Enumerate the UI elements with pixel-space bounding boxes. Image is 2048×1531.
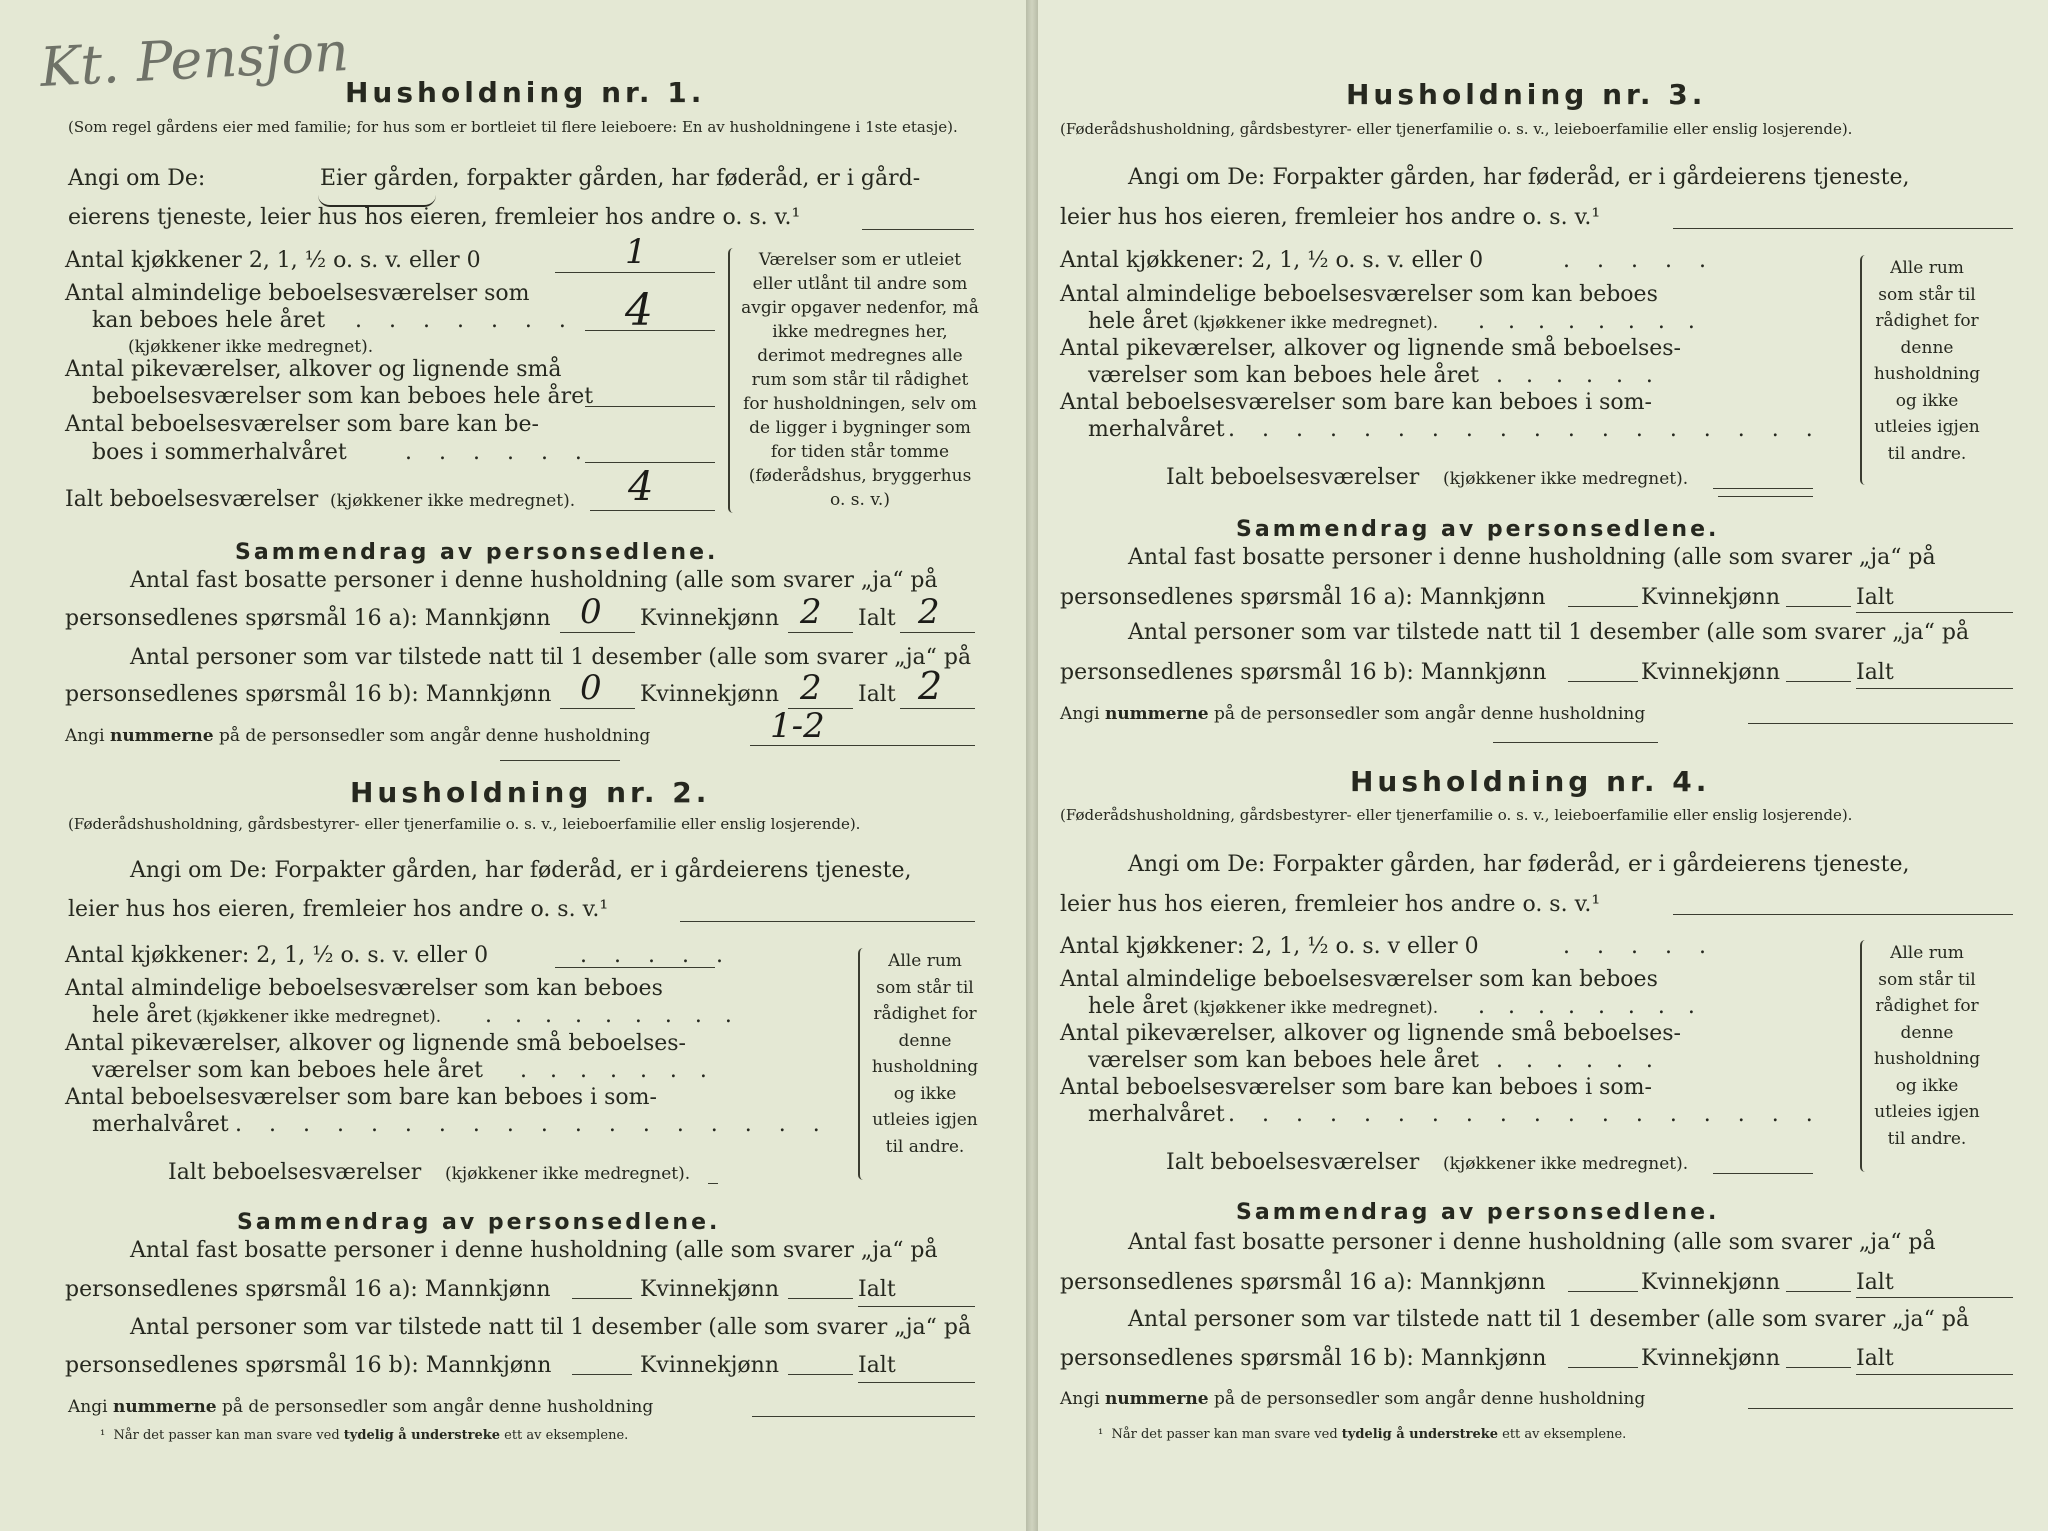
h1-natt-ialt[interactable]: 2 — [918, 664, 943, 708]
h4-side-note: Alle rum som står til rådighet for denne husholdning og ikke utleies igjen til andre. — [1873, 943, 1981, 1149]
h3-fast-kvinne-label: Kvinnekjønn — [1641, 585, 1780, 610]
h4-natt-kvinne-label: Kvinnekjønn — [1641, 1346, 1780, 1371]
h4-fast-ialt-label: Ialt — [1856, 1270, 1894, 1295]
h3-note: (Føderådshusholdning, gårdsbestyrer- eller tjenerfamilie o. s. v., leieboerfamilie eller enslig losjerende). — [1060, 120, 1853, 138]
h3-alm-line1: Antal almindelige beboelsesværelser som kan beboes — [1060, 282, 1658, 307]
h2-angi-line1: Angi om De: Forpakter gården, har føderåd, er i gårdeierens tjeneste, — [130, 858, 912, 883]
h3-pike-line2: værelser som kan beboes hele året — [1088, 363, 1479, 388]
h2-note: (Føderådshusholdning, gårdsbestyrer- eller tjenerfamilie o. s. v., leieboerfamilie eller enslig losjerende). — [68, 815, 861, 833]
h3-angi-line2: leier hus hos eieren, fremleier hos andre o. s. v.¹ — [1060, 205, 1601, 230]
h4-title: Husholdning nr. 4. — [1350, 765, 1711, 798]
h1-sammendrag: Sammendrag av personsedlene. — [235, 540, 719, 565]
h3-title: Husholdning nr. 3. — [1346, 78, 1707, 111]
h1-fast-ialt-label: Ialt — [858, 606, 896, 631]
h4-fast-line2: personsedlenes spørsmål 16 a): Mannkjønn — [1060, 1270, 1546, 1295]
h3-natt-line1: Antal personer som var tilstede natt til 1 desember (alle som svarer „ja“ på — [1128, 620, 1970, 645]
left-page: Kt. Pensjon Husholdning nr. 1. (Som regel gårdens eier med familie; for hus som er bortleiet til flere leieboere: En av husholdningene i 1ste etasje). Angi om De: Eier gården, forpakter gården, har føderåd, er i gård- eierens tjeneste, leier hus hos eieren, fremleier hos andre o. s. v.¹ Antal kjøkkener 2, 1, ½ o. s. v. eller 0 1 Antal almindelige beboelsesværelser som kan beboes hele året . . . . . . . (kjøkkener ikke medregnet). 4 Antal pikeværelser, alkover og lignende små beboelsesværelser som kan beboes hele året Antal beboelsesværelser som bare kan be- boes i sommerhalvåret . . . . . . Ialt beboelsesværelser (kjøkkener ikke medregnet). 4 Værelser som er utleiet eller utlånt til andre som avgir opgaver nedenfor, må ikke medregnes her, derimot medregnes alle rum som står til rådighet for husholdningen, selv om de ligger i bygninger som for tiden står tomme (føderådshus, bryggerhus o. s. v.) Sammendrag av personsedlene. Antal fast bosatte personer i denne husholdning (alle som svarer „ja“ på personsedlenes spørsmål 16 a): Mannkjønn 0 Kvinnekjønn 2 Ialt 2 Antal personer som var tilstede natt til 1 desember (alle som svarer „ja“ på personsedlenes spørsmål 16 b): Mannkjønn 0 Kvinnekjønn 2 Ialt 2 Angi nummerne på de personsedler som angår denne husholdning 1-2 Husholdning nr. 2. (Føderådshusholdning, gårdsbestyrer- eller tjenerfamilie o. s. v., leieboerfamilie eller enslig losjerende). Angi om De: Forpakter gården, har føderåd, er i gårdeierens tjeneste, leier hus hos eieren, fremleier hos andre o. s. v.¹ Antal kjøkkener: 2, 1, ½ o. s. v. eller 0 . . . . . Antal almindelige beboelsesværelser som kan beboes hele året (kjøkkener ikke medregnet). . . . . . . . . . Antal pikeværelser, alkover og lignende små beboelses- værelser som kan beboes hele året . . . . . . . Antal beboelsesværelser som bare kan beboes i som- merhalvåret . . . . . . . . . . . . . . . . . . Ialt beboelsesværelser (kjøkkener ikke medregnet). Alle rum som står til rådighet for denne husholdning og ikke utleies igjen til andre. Sammendrag av personsedlene. Antal fast bosatte personer i denne husholdning (alle som svarer „ja“ på personsedlenes spørsmål 16 a): Mannkjønn Kvinnekjønn Ialt Antal personer som var tilstede natt til 1 desember (alle som svarer „ja“ på personsedlenes spørsmål 16 b): Mannkjønn Kvinnekjønn Ialt Angi nummerne på de personsedler som angår denne husholdning ¹ Når det passer kan man svare ved tydelig å understreke ett av eksemplene. — [0, 0, 1026, 1531]
h3-ialt-note: (kjøkkener ikke medregnet). — [1443, 469, 1689, 489]
h2-side-note: Alle rum som står til rådighet for denne husholdning og ikke utleies igjen til andre. — [871, 951, 979, 1157]
left-footnote: ¹ Når det passer kan man svare ved tydelig å understreke ett av eksemplene. — [100, 1428, 629, 1443]
h3-nummerne: Angi nummerne på de personsedler som angår denne husholdning — [1060, 704, 1646, 724]
h3-ialt-label: Ialt beboelsesværelser — [1166, 465, 1420, 490]
h1-fast-kvinne[interactable]: 2 — [800, 592, 822, 632]
h4-alm-note: (kjøkkener ikke medregnet). — [1193, 998, 1439, 1018]
h1-kjokkener-value[interactable]: 1 — [625, 232, 647, 272]
h1-alm-note: (kjøkkener ikke medregnet). — [128, 337, 374, 357]
h1-natt-kvinne[interactable]: 2 — [800, 668, 822, 708]
h2-natt-line1: Antal personer som var tilstede natt til 1 desember (alle som svarer „ja“ på — [130, 1315, 972, 1340]
h1-ialt-value[interactable]: 4 — [628, 464, 654, 510]
h3-pike-line1: Antal pikeværelser, alkover og lignende små beboelses- — [1060, 336, 1681, 361]
h4-ialt-label: Ialt beboelsesværelser — [1166, 1150, 1420, 1175]
h2-fast-kvinne-label: Kvinnekjønn — [640, 1277, 779, 1302]
h2-pike-line1: Antal pikeværelser, alkover og lignende små beboelses- — [65, 1031, 686, 1056]
h2-kjokkener-label: Antal kjøkkener: 2, 1, ½ o. s. v. eller 0 — [65, 943, 489, 968]
book-spine — [1026, 0, 1038, 1531]
h1-pike-line1: Antal pikeværelser, alkover og lignende små — [65, 357, 562, 382]
h1-alm-value[interactable]: 4 — [625, 285, 653, 336]
h2-alm-note: (kjøkkener ikke medregnet). — [196, 1007, 442, 1027]
h3-alm-note: (kjøkkener ikke medregnet). — [1193, 313, 1439, 333]
h2-title: Husholdning nr. 2. — [350, 776, 711, 809]
h4-fast-kvinne-label: Kvinnekjønn — [1641, 1270, 1780, 1295]
h4-natt-ialt-label: Ialt — [1856, 1346, 1894, 1371]
h4-angi-line1: Angi om De: Forpakter gården, har føderåd, er i gårdeierens tjeneste, — [1128, 852, 1910, 877]
h4-alm-line2: hele året — [1088, 994, 1188, 1019]
h2-sammendrag: Sammendrag av personsedlene. — [237, 1210, 721, 1235]
h4-angi-line2: leier hus hos eieren, fremleier hos andre o. s. v.¹ — [1060, 892, 1601, 917]
h1-sommer-line2: boes i sommerhalvåret — [92, 440, 347, 465]
h2-ialt-label: Ialt beboelsesværelser — [168, 1160, 422, 1185]
h4-alm-line1: Antal almindelige beboelsesværelser som kan beboes — [1060, 967, 1658, 992]
h2-alm-line2: hele året — [92, 1003, 192, 1028]
h2-natt-kvinne-label: Kvinnekjønn — [640, 1353, 779, 1378]
h1-title: Husholdning nr. 1. — [345, 76, 706, 109]
h1-angi-line2: eierens tjeneste, leier hus hos eieren, fremleier hos andre o. s. v.¹ — [68, 205, 801, 230]
h3-sammendrag: Sammendrag av personsedlene. — [1236, 517, 1720, 542]
h4-kjokkener-label: Antal kjøkkener: 2, 1, ½ o. s. v eller 0 — [1060, 934, 1479, 959]
h3-fast-line2: personsedlenes spørsmål 16 a): Mannkjønn — [1060, 585, 1546, 610]
h1-natt-line1: Antal personer som var tilstede natt til 1 desember (alle som svarer „ja“ på — [130, 645, 972, 670]
right-footnote: ¹ Når det passer kan man svare ved tydelig å understreke ett av eksemplene. — [1098, 1427, 1627, 1442]
h2-pike-line2: værelser som kan beboes hele året — [92, 1058, 483, 1083]
h2-sommer-line1: Antal beboelsesværelser som bare kan beboes i som- — [65, 1085, 657, 1110]
h1-nummerne: Angi nummerne på de personsedler som angår denne husholdning — [65, 726, 651, 746]
h1-alm-line2: kan beboes hele året — [92, 308, 326, 333]
h4-ialt-note: (kjøkkener ikke medregnet). — [1443, 1154, 1689, 1174]
h4-sammendrag: Sammendrag av personsedlene. — [1236, 1200, 1720, 1225]
h2-alm-line1: Antal almindelige beboelsesværelser som kan beboes — [65, 976, 663, 1001]
h2-sommer-line2: merhalvåret — [92, 1112, 229, 1137]
h2-fast-ialt-label: Ialt — [858, 1277, 896, 1302]
h1-sommer-line1: Antal beboelsesværelser som bare kan be- — [65, 412, 539, 437]
h2-nummerne: Angi nummerne på de personsedler som angår denne husholdning — [68, 1397, 654, 1417]
h1-natt-ialt-label: Ialt — [858, 682, 896, 707]
right-page: Husholdning nr. 3. (Føderådshusholdning, gårdsbestyrer- eller tjenerfamilie o. s. v., leieboerfamilie eller enslig losjerende). Angi om De: Forpakter gården, har føderåd, er i gårdeierens tjeneste, leier hus hos eieren, fremleier hos andre o. s. v.¹ Antal kjøkkener: 2, 1, ½ o. s. v. eller 0 . . . . . Antal almindelige beboelsesværelser som kan beboes hele året (kjøkkener ikke medregnet). . . . . . . . . Antal pikeværelser, alkover og lignende små beboelses- værelser som kan beboes hele året . . . . . . Antal beboelsesværelser som bare kan beboes i som- merhalvåret . . . . . . . . . . . . . . . . . . Ialt beboelsesværelser (kjøkkener ikke medregnet). Alle rum som står til rådighet for denne husholdning og ikke utleies igjen til andre. Sammendrag av personsedlene. Antal fast bosatte personer i denne husholdning (alle som svarer „ja“ på personsedlenes spørsmål 16 a): Mannkjønn Kvinnekjønn Ialt Antal personer som var tilstede natt til 1 desember (alle som svarer „ja“ på personsedlenes spørsmål 16 b): Mannkjønn Kvinnekjønn Ialt Angi nummerne på de personsedler som angår denne husholdning Husholdning nr. 4. (Føderådshusholdning, gårdsbestyrer- eller tjenerfamilie o. s. v., leieboerfamilie eller enslig losjerende). Angi om De: Forpakter gården, har føderåd, er i gårdeierens tjeneste, leier hus hos eieren, fremleier hos andre o. s. v.¹ Antal kjøkkener: 2, 1, ½ o. s. v eller 0 . . . . . Antal almindelige beboelsesværelser som kan beboes hele året (kjøkkener ikke medregnet). . . . . . . . . Antal pikeværelser, alkover og lignende små beboelses- værelser som kan beboes hele året . . . . . . Antal beboelsesværelser som bare kan beboes i som- merhalvåret . . . . . . . . . . . . . . . . . . Ialt beboelsesværelser (kjøkkener ikke medregnet). Alle rum som står til rådighet for denne husholdning og ikke utleies igjen til andre. Sammendrag av personsedlene. Antal fast bosatte personer i denne husholdning (alle som svarer „ja“ på personsedlenes spørsmål 16 a): Mannkjønn Kvinnekjønn Ialt Antal personer som var tilstede natt til 1 desember (alle som svarer „ja“ på personsedlenes spørsmål 16 b): Mannkjønn Kvinnekjønn Ialt Angi nummerne på de personsedler som angår denne husholdning ¹ Når det passer kan man svare ved tydelig å understreke ett av eksemplene. — [1038, 0, 2048, 1531]
h1-angi-options: Eier gården, forpakter gården, har føderåd, er i gård- — [320, 166, 921, 191]
h1-ialt-label: Ialt beboelsesværelser — [65, 487, 319, 512]
h4-pike-line1: Antal pikeværelser, alkover og lignende små beboelses- — [1060, 1021, 1681, 1046]
h4-pike-line2: værelser som kan beboes hele året — [1088, 1048, 1479, 1073]
h4-fast-line1: Antal fast bosatte personer i denne husholdning (alle som svarer „ja“ på — [1128, 1230, 1936, 1255]
h3-kjokkener-label: Antal kjøkkener: 2, 1, ½ o. s. v. eller 0 — [1060, 248, 1484, 273]
h1-alm-line1: Antal almindelige beboelsesværelser som — [65, 281, 530, 306]
h1-natt-mann[interactable]: 0 — [580, 668, 602, 708]
h1-nummerne-value[interactable]: 1-2 — [770, 706, 825, 746]
h1-fast-line1: Antal fast bosatte personer i denne husholdning (alle som svarer „ja“ på — [130, 568, 938, 593]
pencil-annotation: Kt. Pensjon — [38, 19, 351, 100]
h1-fast-ialt[interactable]: 2 — [918, 592, 940, 632]
h3-fast-line1: Antal fast bosatte personer i denne husholdning (alle som svarer „ja“ på — [1128, 545, 1936, 570]
h3-natt-ialt-label: Ialt — [1856, 660, 1894, 685]
h1-ialt-note: (kjøkkener ikke medregnet). — [330, 491, 576, 511]
h4-sommer-line1: Antal beboelsesværelser som bare kan beboes i som- — [1060, 1075, 1652, 1100]
h1-fast-mann[interactable]: 0 — [580, 592, 602, 632]
h2-natt-ialt-label: Ialt — [858, 1353, 896, 1378]
h3-sommer-line2: merhalvåret — [1088, 417, 1225, 442]
h3-natt-kvinne-label: Kvinnekjønn — [1641, 660, 1780, 685]
h3-fast-ialt-label: Ialt — [1856, 585, 1894, 610]
h4-natt-line1: Antal personer som var tilstede natt til 1 desember (alle som svarer „ja“ på — [1128, 1307, 1970, 1332]
h1-natt-line2: personsedlenes spørsmål 16 b): Mannkjønn — [65, 682, 552, 707]
h3-alm-line2: hele året — [1088, 309, 1188, 334]
h4-nummerne: Angi nummerne på de personsedler som angår denne husholdning — [1060, 1389, 1646, 1409]
h1-natt-kvinne-label: Kvinnekjønn — [640, 682, 779, 707]
h2-fast-line2: personsedlenes spørsmål 16 a): Mannkjønn — [65, 1277, 551, 1302]
h1-angi-lead: Angi om De: — [68, 166, 206, 191]
h1-side-note: Værelser som er utleiet eller utlånt til andre som avgir opgaver nedenfor, må ikke medregnes her, derimot medregnes alle rum som står til rådighet for husholdningen, selv om de ligger i bygninger som for tiden står tomme (føderådshus, bryggerhus o. s. v.) — [741, 250, 979, 510]
h2-ialt-note: (kjøkkener ikke medregnet). — [445, 1164, 691, 1184]
h2-fast-line1: Antal fast bosatte personer i denne husholdning (alle som svarer „ja“ på — [130, 1238, 938, 1263]
h2-angi-line2: leier hus hos eieren, fremleier hos andre o. s. v.¹ — [68, 897, 609, 922]
h4-sommer-line2: merhalvåret — [1088, 1102, 1225, 1127]
h4-natt-line2: personsedlenes spørsmål 16 b): Mannkjønn — [1060, 1346, 1547, 1371]
h3-angi-line1: Angi om De: Forpakter gården, har føderåd, er i gårdeierens tjeneste, — [1128, 165, 1910, 190]
h1-pike-line2: beboelsesværelser som kan beboes hele året — [92, 384, 594, 409]
h3-natt-line2: personsedlenes spørsmål 16 b): Mannkjønn — [1060, 660, 1547, 685]
h4-note: (Føderådshusholdning, gårdsbestyrer- eller tjenerfamilie o. s. v., leieboerfamilie eller enslig losjerende). — [1060, 806, 1853, 824]
h1-fast-line2: personsedlenes spørsmål 16 a): Mannkjønn — [65, 606, 551, 631]
h1-fast-kvinne-label: Kvinnekjønn — [640, 606, 779, 631]
h1-note: (Som regel gårdens eier med familie; for hus som er bortleiet til flere leieboere: En av husholdningene i 1ste etasje). — [68, 118, 958, 136]
h1-kjokkener-label: Antal kjøkkener 2, 1, ½ o. s. v. eller 0 — [65, 248, 481, 273]
h2-natt-line2: personsedlenes spørsmål 16 b): Mannkjønn — [65, 1353, 552, 1378]
h3-sommer-line1: Antal beboelsesværelser som bare kan beboes i som- — [1060, 390, 1652, 415]
h3-side-note: Alle rum som står til rådighet for denne husholdning og ikke utleies igjen til andre. — [1873, 258, 1981, 464]
